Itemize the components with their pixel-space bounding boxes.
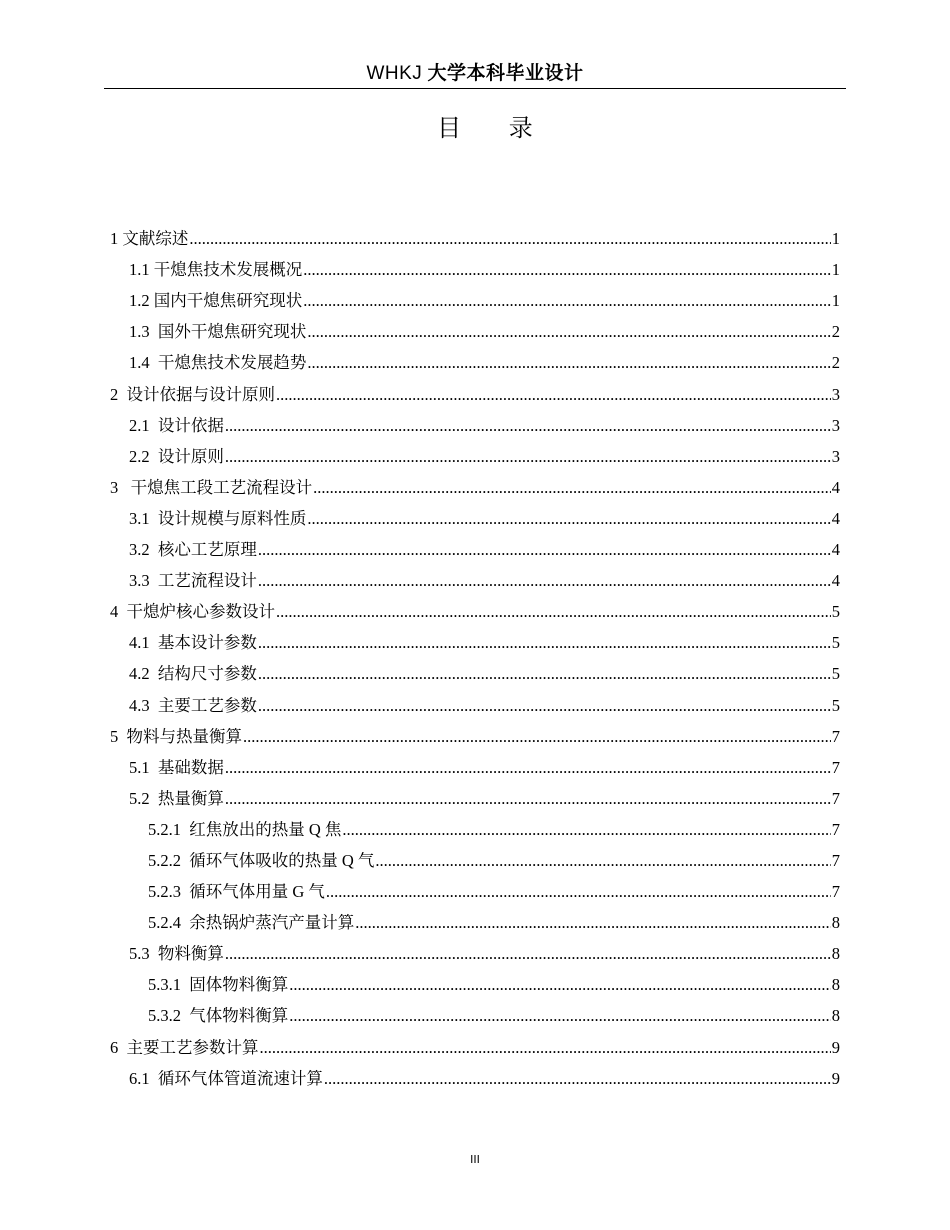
toc-entry-label: 5.3.2 气体物料衡算 (148, 1006, 289, 1026)
toc-entry[interactable] (110, 378, 840, 409)
toc-dot-leader (307, 503, 830, 534)
toc-entry[interactable] (110, 534, 840, 565)
toc-entry-page: 5 (831, 664, 840, 684)
toc-entry[interactable] (110, 223, 840, 254)
toc-entry[interactable] (110, 1000, 840, 1031)
toc-entry-label: 1.2 国内干熄焦研究现状 (129, 291, 303, 311)
toc-entry[interactable] (110, 627, 840, 658)
toc-entry-label: 5.2.2 循环气体吸收的热量 Q 气 (148, 850, 375, 870)
toc-entry-label: 1.1 干熄焦技术发展概况 (129, 260, 303, 280)
toc-entry[interactable] (110, 410, 840, 441)
toc-dot-leader (225, 938, 831, 969)
toc-entry-label: 1.3 国外干熄焦研究现状 (129, 322, 307, 342)
toc-entry-label: 2.2 设计原则 (129, 446, 224, 466)
toc-dot-leader (326, 876, 831, 907)
page-number: III (470, 1153, 480, 1166)
toc-entry-page: 2 (831, 353, 840, 373)
toc-dot-leader (375, 845, 830, 876)
toc-entry-label: 3.2 核心工艺原理 (129, 540, 257, 560)
toc-entry[interactable] (110, 907, 840, 938)
toc-dot-leader (303, 254, 831, 285)
toc-entry-page: 2 (831, 322, 840, 342)
toc-dot-leader (313, 472, 831, 503)
toc-entry[interactable] (110, 596, 840, 627)
toc-entry-page: 9 (831, 1068, 840, 1088)
toc-entry-label: 4 干熄炉核心参数设计 (110, 602, 275, 622)
toc-entry-page: 8 (831, 913, 840, 933)
toc-entry[interactable] (110, 938, 840, 969)
toc-entry-page: 8 (831, 944, 840, 964)
toc-entry[interactable] (110, 814, 840, 845)
toc-entry[interactable] (110, 441, 840, 472)
toc-dot-leader (225, 752, 831, 783)
toc-entry-label: 5.2.4 余热锅炉蒸汽产量计算 (148, 913, 355, 933)
toc-entry-label: 1 文献综述 (110, 229, 189, 249)
toc-dot-leader (342, 814, 830, 845)
table-of-contents (110, 223, 840, 1094)
toc-entry[interactable] (110, 1031, 840, 1062)
toc-entry-label: 5 物料与热量衡算 (110, 726, 242, 746)
toc-dot-leader (276, 379, 831, 410)
toc-entry-label: 6.1 循环气体管道流速计算 (129, 1068, 323, 1088)
toc-entry-page: 4 (831, 540, 840, 560)
toc-entry-label: 5.3.1 固体物料衡算 (148, 975, 289, 995)
toc-dot-leader (303, 285, 831, 316)
toc-dot-leader (189, 223, 830, 254)
toc-entry-page: 4 (831, 508, 840, 528)
toc-entry-label: 3 干熄焦工段工艺流程设计 (110, 477, 313, 497)
toc-entry-page: 7 (831, 882, 840, 902)
toc-entry-page: 1 (831, 260, 840, 280)
toc-dot-leader (225, 410, 831, 441)
toc-entry-page: 7 (831, 788, 840, 808)
toc-entry-label: 5.3 物料衡算 (129, 944, 224, 964)
toc-entry-page: 8 (831, 1006, 840, 1026)
toc-entry[interactable] (110, 503, 840, 534)
toc-entry-page: 4 (831, 571, 840, 591)
toc-dot-leader (307, 316, 830, 347)
toc-entry[interactable] (110, 347, 840, 378)
toc-entry[interactable] (110, 876, 840, 907)
toc-entry-page: 7 (831, 819, 840, 839)
toc-entry-page: 5 (831, 695, 840, 715)
toc-entry-label: 4.2 结构尺寸参数 (129, 664, 257, 684)
header-chinese: 大学本科毕业设计 (427, 62, 584, 84)
toc-dot-leader (324, 1063, 831, 1094)
toc-entry-label: 5.1 基础数据 (129, 757, 224, 777)
header-title (366, 63, 583, 84)
toc-entry-label: 5.2.3 循环气体用量 G 气 (148, 882, 325, 902)
toc-entry-label: 2.1 设计依据 (129, 415, 224, 435)
toc-dot-leader (258, 627, 831, 658)
toc-dot-leader (258, 658, 831, 689)
toc-entry-page: 1 (831, 229, 840, 249)
toc-entry-page: 3 (831, 446, 840, 466)
toc-entry-label: 5.2.1 红焦放出的热量 Q 焦 (148, 819, 342, 839)
toc-entry[interactable] (110, 658, 840, 689)
toc-entry[interactable] (110, 565, 840, 596)
toc-entry-page: 8 (831, 975, 840, 995)
toc-entry[interactable] (110, 783, 840, 814)
toc-entry[interactable] (110, 969, 840, 1000)
toc-entry-page: 4 (831, 477, 840, 497)
toc-entry-label: 3.3 工艺流程设计 (129, 571, 257, 591)
toc-entry-page: 7 (831, 850, 840, 870)
toc-entry[interactable] (110, 721, 840, 752)
toc-dot-leader (260, 1032, 831, 1063)
toc-dot-leader (243, 721, 831, 752)
toc-dot-leader (307, 347, 830, 378)
toc-entry-page: 1 (831, 291, 840, 311)
toc-dot-leader (225, 441, 831, 472)
toc-entry-page: 7 (831, 726, 840, 746)
toc-dot-leader (276, 596, 831, 627)
toc-entry-label: 4.3 主要工艺参数 (129, 695, 257, 715)
toc-entry[interactable] (110, 689, 840, 720)
toc-title: 目 录 (437, 114, 553, 142)
toc-entry-label: 3.1 设计规模与原料性质 (129, 508, 307, 528)
toc-entry[interactable] (110, 285, 840, 316)
toc-entry[interactable] (110, 845, 840, 876)
toc-entry-label: 6 主要工艺参数计算 (110, 1037, 259, 1057)
toc-dot-leader (355, 907, 831, 938)
toc-dot-leader (289, 969, 831, 1000)
toc-entry[interactable] (110, 254, 840, 285)
toc-entry-page: 5 (831, 633, 840, 653)
toc-dot-leader (289, 1000, 831, 1031)
toc-entry-label: 2 设计依据与设计原则 (110, 384, 275, 404)
toc-dot-leader (258, 690, 831, 721)
toc-entry-label: 1.4 干熄焦技术发展趋势 (129, 353, 307, 373)
toc-entry[interactable] (110, 752, 840, 783)
toc-entry-page: 5 (831, 602, 840, 622)
toc-entry[interactable] (110, 316, 840, 347)
toc-dot-leader (258, 565, 831, 596)
toc-entry-label: 4.1 基本设计参数 (129, 633, 257, 653)
toc-entry[interactable] (110, 472, 840, 503)
toc-entry[interactable] (110, 1063, 840, 1094)
toc-entry-page: 3 (831, 384, 840, 404)
toc-dot-leader (225, 783, 831, 814)
toc-entry-page: 7 (831, 757, 840, 777)
header-latin: WHKJ (366, 63, 423, 84)
toc-entry-label: 5.2 热量衡算 (129, 788, 224, 808)
toc-entry-page: 3 (831, 415, 840, 435)
toc-dot-leader (258, 534, 831, 565)
running-header (104, 60, 846, 89)
toc-entry-page: 9 (831, 1037, 840, 1057)
